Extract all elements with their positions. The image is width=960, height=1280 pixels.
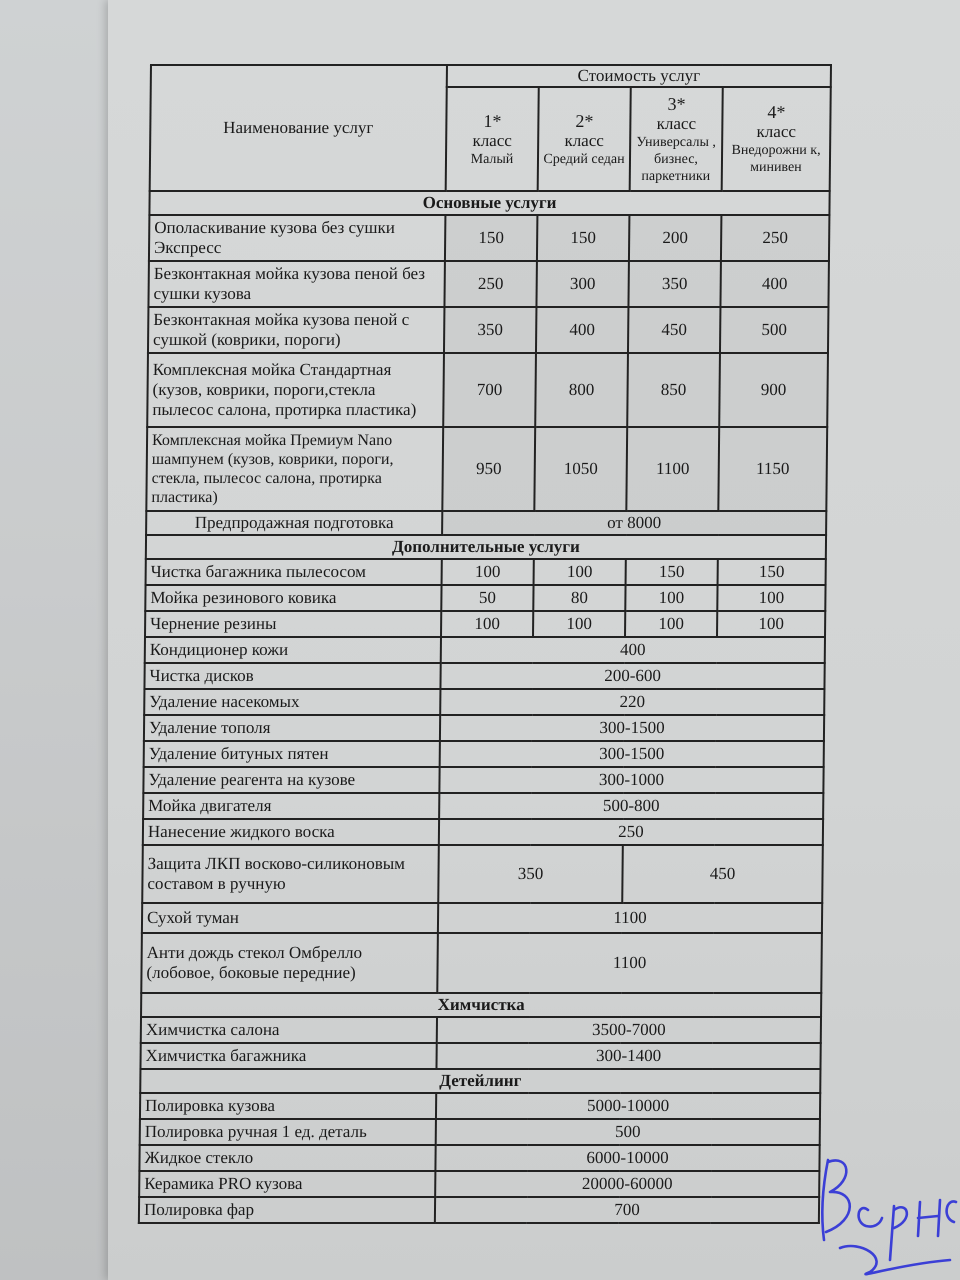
price-cell: 300 [536,261,628,307]
table-row [148,307,828,353]
price-cell: 100 [717,585,825,611]
header-cost-title: Стоимость услуг [447,65,831,87]
table-row [140,1043,820,1069]
price-cell: 300-1500 [440,741,824,767]
price-cell: от 8000 [442,511,826,535]
price-cell: 80 [533,585,625,611]
service-name: Анти дождь стекол Омбрелло (лобовое, боковые передние) [141,933,438,993]
table-row [142,903,822,933]
class-2-header: 2* класс Средий седан [538,87,631,191]
price-cell: 400 [720,261,828,307]
service-name: Мойка резинового ковика [145,585,441,611]
price-cell: 1050 [534,427,627,511]
table-row [142,845,823,903]
price-cell: 1100 [626,427,719,511]
table-row [146,427,827,511]
table-row [139,1145,819,1171]
price-cell: 100 [534,559,626,585]
price-cell: 50 [441,585,533,611]
service-name: Мойка двигателя [143,793,439,819]
service-name: Сухой туман [142,903,438,933]
price-cell: 20000-60000 [435,1171,819,1197]
service-name: Кондиционер кожи [145,637,441,663]
price-cell: 200-600 [440,663,824,689]
price-cell: 100 [717,611,825,637]
price-cell: 100 [625,585,717,611]
table-row [141,1017,821,1043]
table-row [148,261,828,307]
price-cell: 6000-10000 [435,1145,819,1171]
price-cell: 450 [628,307,720,353]
table-row [144,741,824,767]
price-cell: 1100 [437,933,822,993]
price-cell: 500 [720,307,828,353]
table-row [149,215,829,261]
service-name: Защита ЛКП восково-силиконовым составом в ручную [142,845,439,903]
service-name: Комплексная мойка Премиум Nano шампунем (кузов, коврики, пороги, стекла, пылесос салона, протирка пластика) [146,427,443,511]
class-1-header: 1* класс Малый [446,87,539,191]
service-name: Предпродажная подготовка [146,511,442,535]
table-row [139,1197,819,1223]
price-cell: 500-800 [439,793,823,819]
service-name: Безконтакная мойка кузова пеной с сушкой (коврики, пороги) [148,307,444,353]
service-name: Полировка фар [139,1197,435,1223]
price-cell: 150 [626,559,718,585]
service-name: Полировка кузова [140,1093,436,1119]
table-row [144,663,824,689]
table-row [147,353,828,427]
table-row [145,611,825,637]
service-name: Удаление тополя [144,715,440,741]
price-cell: 450 [622,845,823,903]
price-cell: 100 [625,611,717,637]
section-basic: Основные услуги [149,191,829,215]
table-row [143,793,823,819]
price-cell: 700 [443,353,536,427]
price-cell: 220 [440,689,824,715]
header-name-col: Наименование услуг [150,65,447,191]
price-cell: 350 [438,845,623,903]
table-row [139,1171,819,1197]
price-cell: 400 [536,307,628,353]
price-cell: 100 [442,559,534,585]
table-row [146,559,826,585]
service-name: Ополаскивание кузова без сушки Экспресс [149,215,445,261]
handwritten-signature [810,1140,960,1280]
service-name: Чистка багажника пылесосом [146,559,442,585]
price-cell: 150 [537,215,629,261]
price-cell: 350 [628,261,720,307]
class-3-header: 3* класс Универсалы , бизнес, паркетники [630,87,723,191]
class-4-header: 4* класс Внедорожни к, минивен [722,87,831,191]
price-cell: 250 [721,215,829,261]
price-cell: 300-1500 [440,715,824,741]
price-cell: 3500-7000 [437,1017,821,1043]
price-cell: 250 [439,819,823,845]
table-row [140,1119,820,1145]
price-cell: 500 [436,1119,820,1145]
price-cell: 300-1400 [436,1043,820,1069]
price-cell: 200 [629,215,721,261]
service-name: Удаление битуных пятен [144,741,440,767]
service-name: Безконтакная мойка кузова пеной без сушки кузова [148,261,444,307]
service-name: Полировка ручная 1 ед. деталь [140,1119,436,1145]
service-name: Жидкое стекло [139,1145,435,1171]
table-row [145,637,825,663]
section-extra: Дополнительные услуги [146,535,826,559]
price-cell: 300-1000 [439,767,823,793]
service-name: Керамика PRO кузова [139,1171,435,1197]
table-row [145,585,825,611]
service-name: Нанесение жидкого воска [143,819,439,845]
table-row [140,1093,820,1119]
price-cell: 1100 [438,903,822,933]
price-cell: 150 [445,215,537,261]
price-cell: 250 [444,261,536,307]
service-name: Удаление насекомых [144,689,440,715]
table-row [144,689,824,715]
price-cell: 5000-10000 [436,1093,820,1119]
table-row [143,819,823,845]
table-row [146,511,826,535]
price-cell: 800 [535,353,628,427]
price-list-table [138,64,832,1224]
section-dry-cleaning: Химчистка [141,993,821,1017]
service-name: Комплексная мойка Стандартная (кузов, коврики, пороги,стекла пылесос салона, протирка пластика) [147,353,444,427]
service-name: Химчистка салона [141,1017,437,1043]
service-name: Чистка дисков [144,663,440,689]
table-row [143,767,823,793]
price-cell: 150 [718,559,826,585]
price-cell: 400 [441,637,825,663]
table-row [144,715,824,741]
price-cell: 700 [435,1197,819,1223]
price-cell: 350 [444,307,536,353]
service-name: Удаление реагента на кузове [143,767,439,793]
service-name: Химчистка багажника [140,1043,436,1069]
price-cell: 900 [719,353,828,427]
table-row [141,933,822,993]
service-name: Чернение резины [145,611,441,637]
price-cell: 100 [533,611,625,637]
price-cell: 1150 [718,427,827,511]
section-detailing: Детейлинг [140,1069,820,1093]
price-cell: 950 [442,427,535,511]
price-cell: 850 [627,353,720,427]
price-cell: 100 [441,611,533,637]
